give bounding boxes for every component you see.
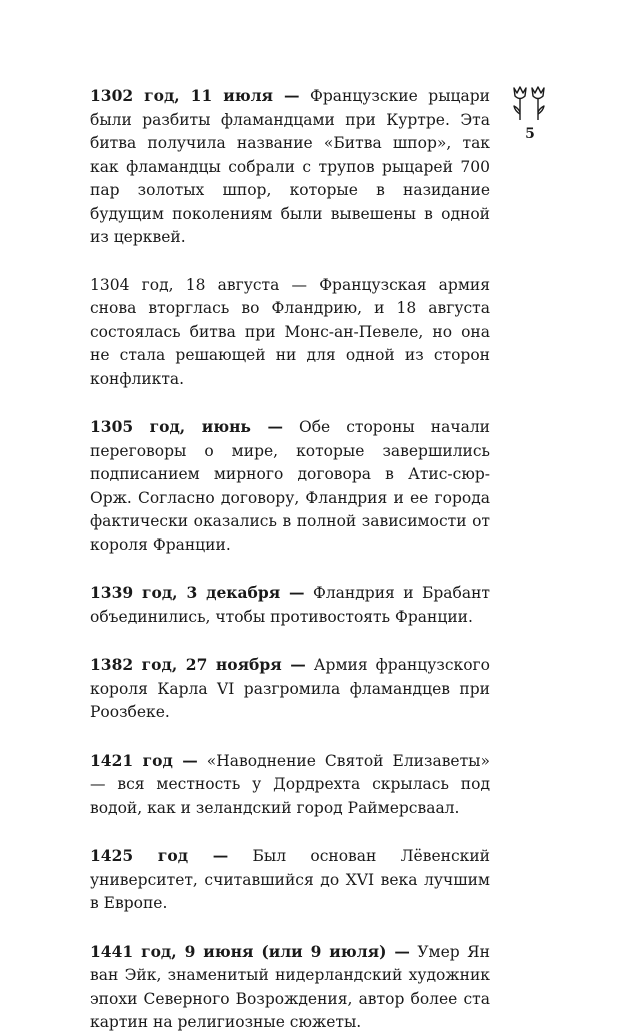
chronology-entry [90,581,490,629]
entry-text: Французские рыцари были разбиты фламандцами при Куртре. Эта битва получила название «Битва шпор», так как фламандцы собрали с трупов рыцарей 700 пар золотых шпор, которые в назидание будущим поколениям были вывешены в одной из церквей. [90,87,490,246]
entry-text: Обе стороны начали переговоры о мире, которые завершились подписанием мирного договора в Атис-сюр-Орж. Согласно договору, Фландрия и ее города фактически оказались в полной зависимости от короля Франции. [90,418,490,554]
entry-text: Фландрия и Брабант объединились, чтобы противостоять Франции. [90,584,490,626]
chronology-entry [90,749,490,821]
chronology-entry [90,653,490,725]
chronology-entry [90,84,490,250]
entry-date: 1305 год, июнь — [90,417,283,436]
entry-date: 1339 год, 3 декабря — [90,583,305,602]
entry-date: 1421 год — [90,750,198,770]
chronology-entry [90,274,490,392]
entry-date: 1425 год — [90,846,229,865]
chronology-entry [90,940,490,1035]
entry-text: Умер Ян ван Эйк, знаменитый нидерландский художник эпохи Северного Возрождения, автор более ста картин на религиозные сюжеты. [90,942,490,1031]
entry-date: 1382 год, 27 ноября — [90,655,306,674]
chronology-entry [90,844,490,916]
page-number: 5 [525,126,535,142]
entry-date: 1302 год, 11 июля — [90,86,300,105]
entry-text: Армия французского короля Карла VI разгромила фламандцев при Роозбеке. [90,656,490,721]
entry-date: 1441 год, 9 июня (или 9 июля) — [90,941,410,961]
chronology-list [90,84,490,1035]
tulips-icon [510,84,548,124]
entry-text: 1304 год, 18 августа — Французская армия снова вторглась во Фландрию, и 18 августа состоялась битва при Монс-ан-Певеле, но она не стала решающей ни для одной из сторон конфликта. [90,275,490,388]
entry-text: «Наводнение Святой Елизаветы» — вся местность у Дордрехта скрылась под водой, как и зеландский город Раймерсваал. [90,751,490,817]
chronology-entry [90,415,490,557]
entry-text: Был основан Лёвенский университет, считавшийся до XVI века лучшим в Европе. [90,847,490,912]
